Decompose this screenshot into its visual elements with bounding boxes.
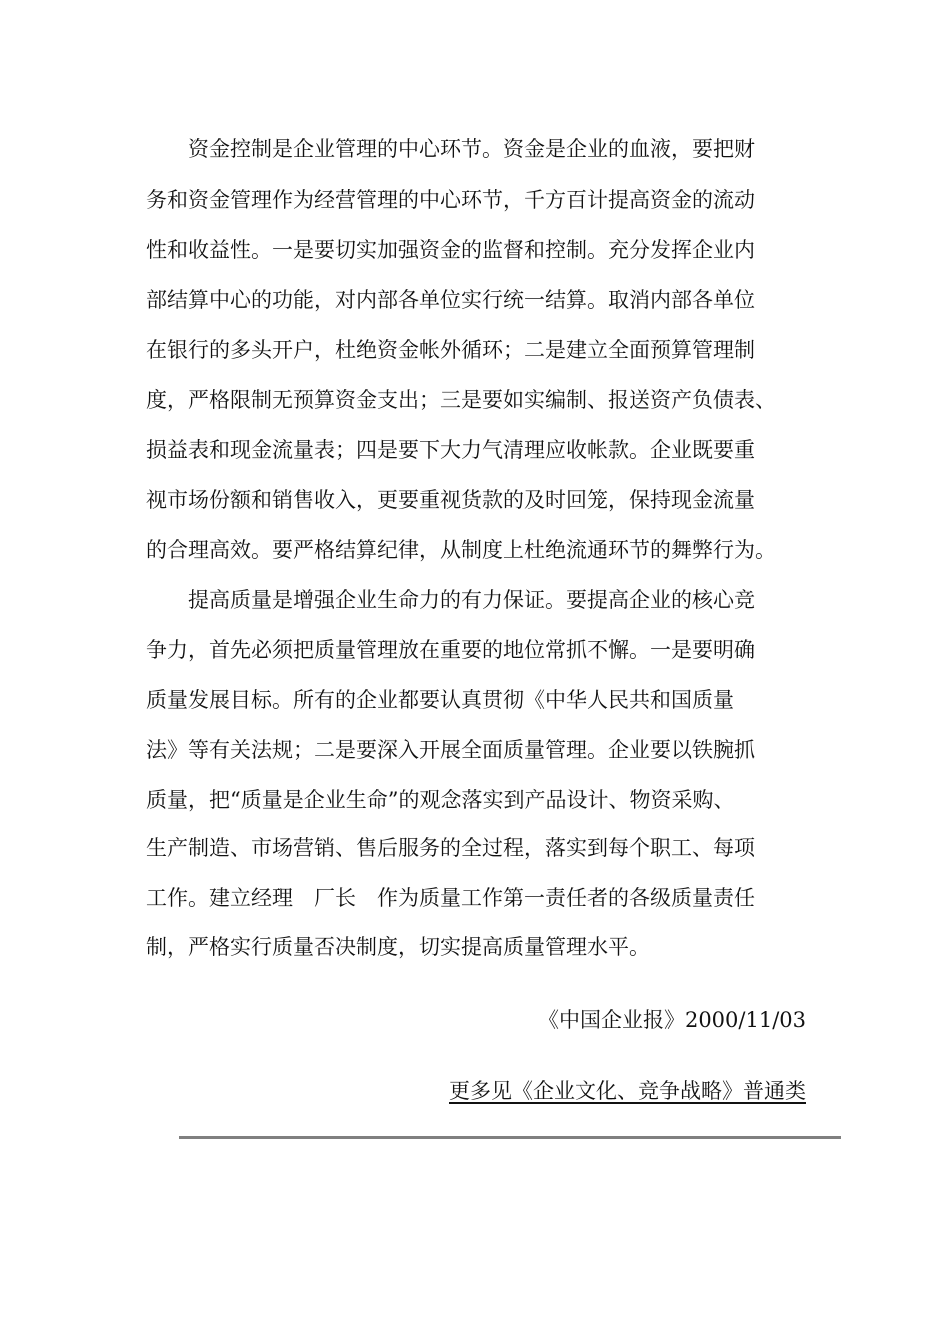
text-line: 在银行的多头开户，杜绝资金帐外循环；二是建立全面预算管理制 xyxy=(146,338,755,362)
text-line: 务和资金管理作为经营管理的中心环节，千方百计提高资金的流动 xyxy=(146,188,755,212)
text-line: 提高质量是增强企业生命力的有力保证。要提高企业的核心竞 xyxy=(146,588,755,612)
text-line: 视市场份额和销售收入，更要重视货款的及时回笼，保持现金流量 xyxy=(146,488,755,512)
horizontal-divider xyxy=(179,1136,841,1139)
text-line: 争力，首先必须把质量管理放在重要的地位常抓不懈。一是要明确 xyxy=(146,638,755,662)
text-line: 度，严格限制无预算资金支出；三是要如实编制、报送资产负债表、 xyxy=(146,388,776,412)
text-line: 的合理高效。要严格结算纪律，从制度上杜绝流通环节的舞弊行为。 xyxy=(146,538,776,562)
text-line: 工作。建立经理 厂长 作为质量工作第一责任者的各级质量责任 xyxy=(146,886,755,910)
text-line: 资金控制是企业管理的中心环节。资金是企业的血液，要把财 xyxy=(146,137,755,161)
more-articles-link[interactable]: 更多见《企业文化、竞争战略》普通类 xyxy=(449,1079,806,1103)
source-citation: 《中国企业报》2000/11/03 xyxy=(537,1008,806,1032)
text-line: 部结算中心的功能，对内部各单位实行统一结算。取消内部各单位 xyxy=(146,288,755,312)
text-line: 生产制造、市场营销、售后服务的全过程，落实到每个职工、每项 xyxy=(146,836,755,860)
text-line: 性和收益性。一是要切实加强资金的监督和控制。充分发挥企业内 xyxy=(146,238,755,262)
text-line: 质量发展目标。所有的企业都要认真贯彻《中华人民共和国质量 xyxy=(146,688,734,712)
text-line: 制，严格实行质量否决制度，切实提高质量管理水平。 xyxy=(146,935,650,959)
text-line: 法》等有关法规；二是要深入开展全面质量管理。企业要以铁腕抓 xyxy=(146,738,755,762)
text-line: 损益表和现金流量表；四是要下大力气清理应收帐款。企业既要重 xyxy=(146,438,755,462)
text-line: 质量，把“质量是企业生命”的观念落实到产品设计、物资采购、 xyxy=(146,788,735,812)
